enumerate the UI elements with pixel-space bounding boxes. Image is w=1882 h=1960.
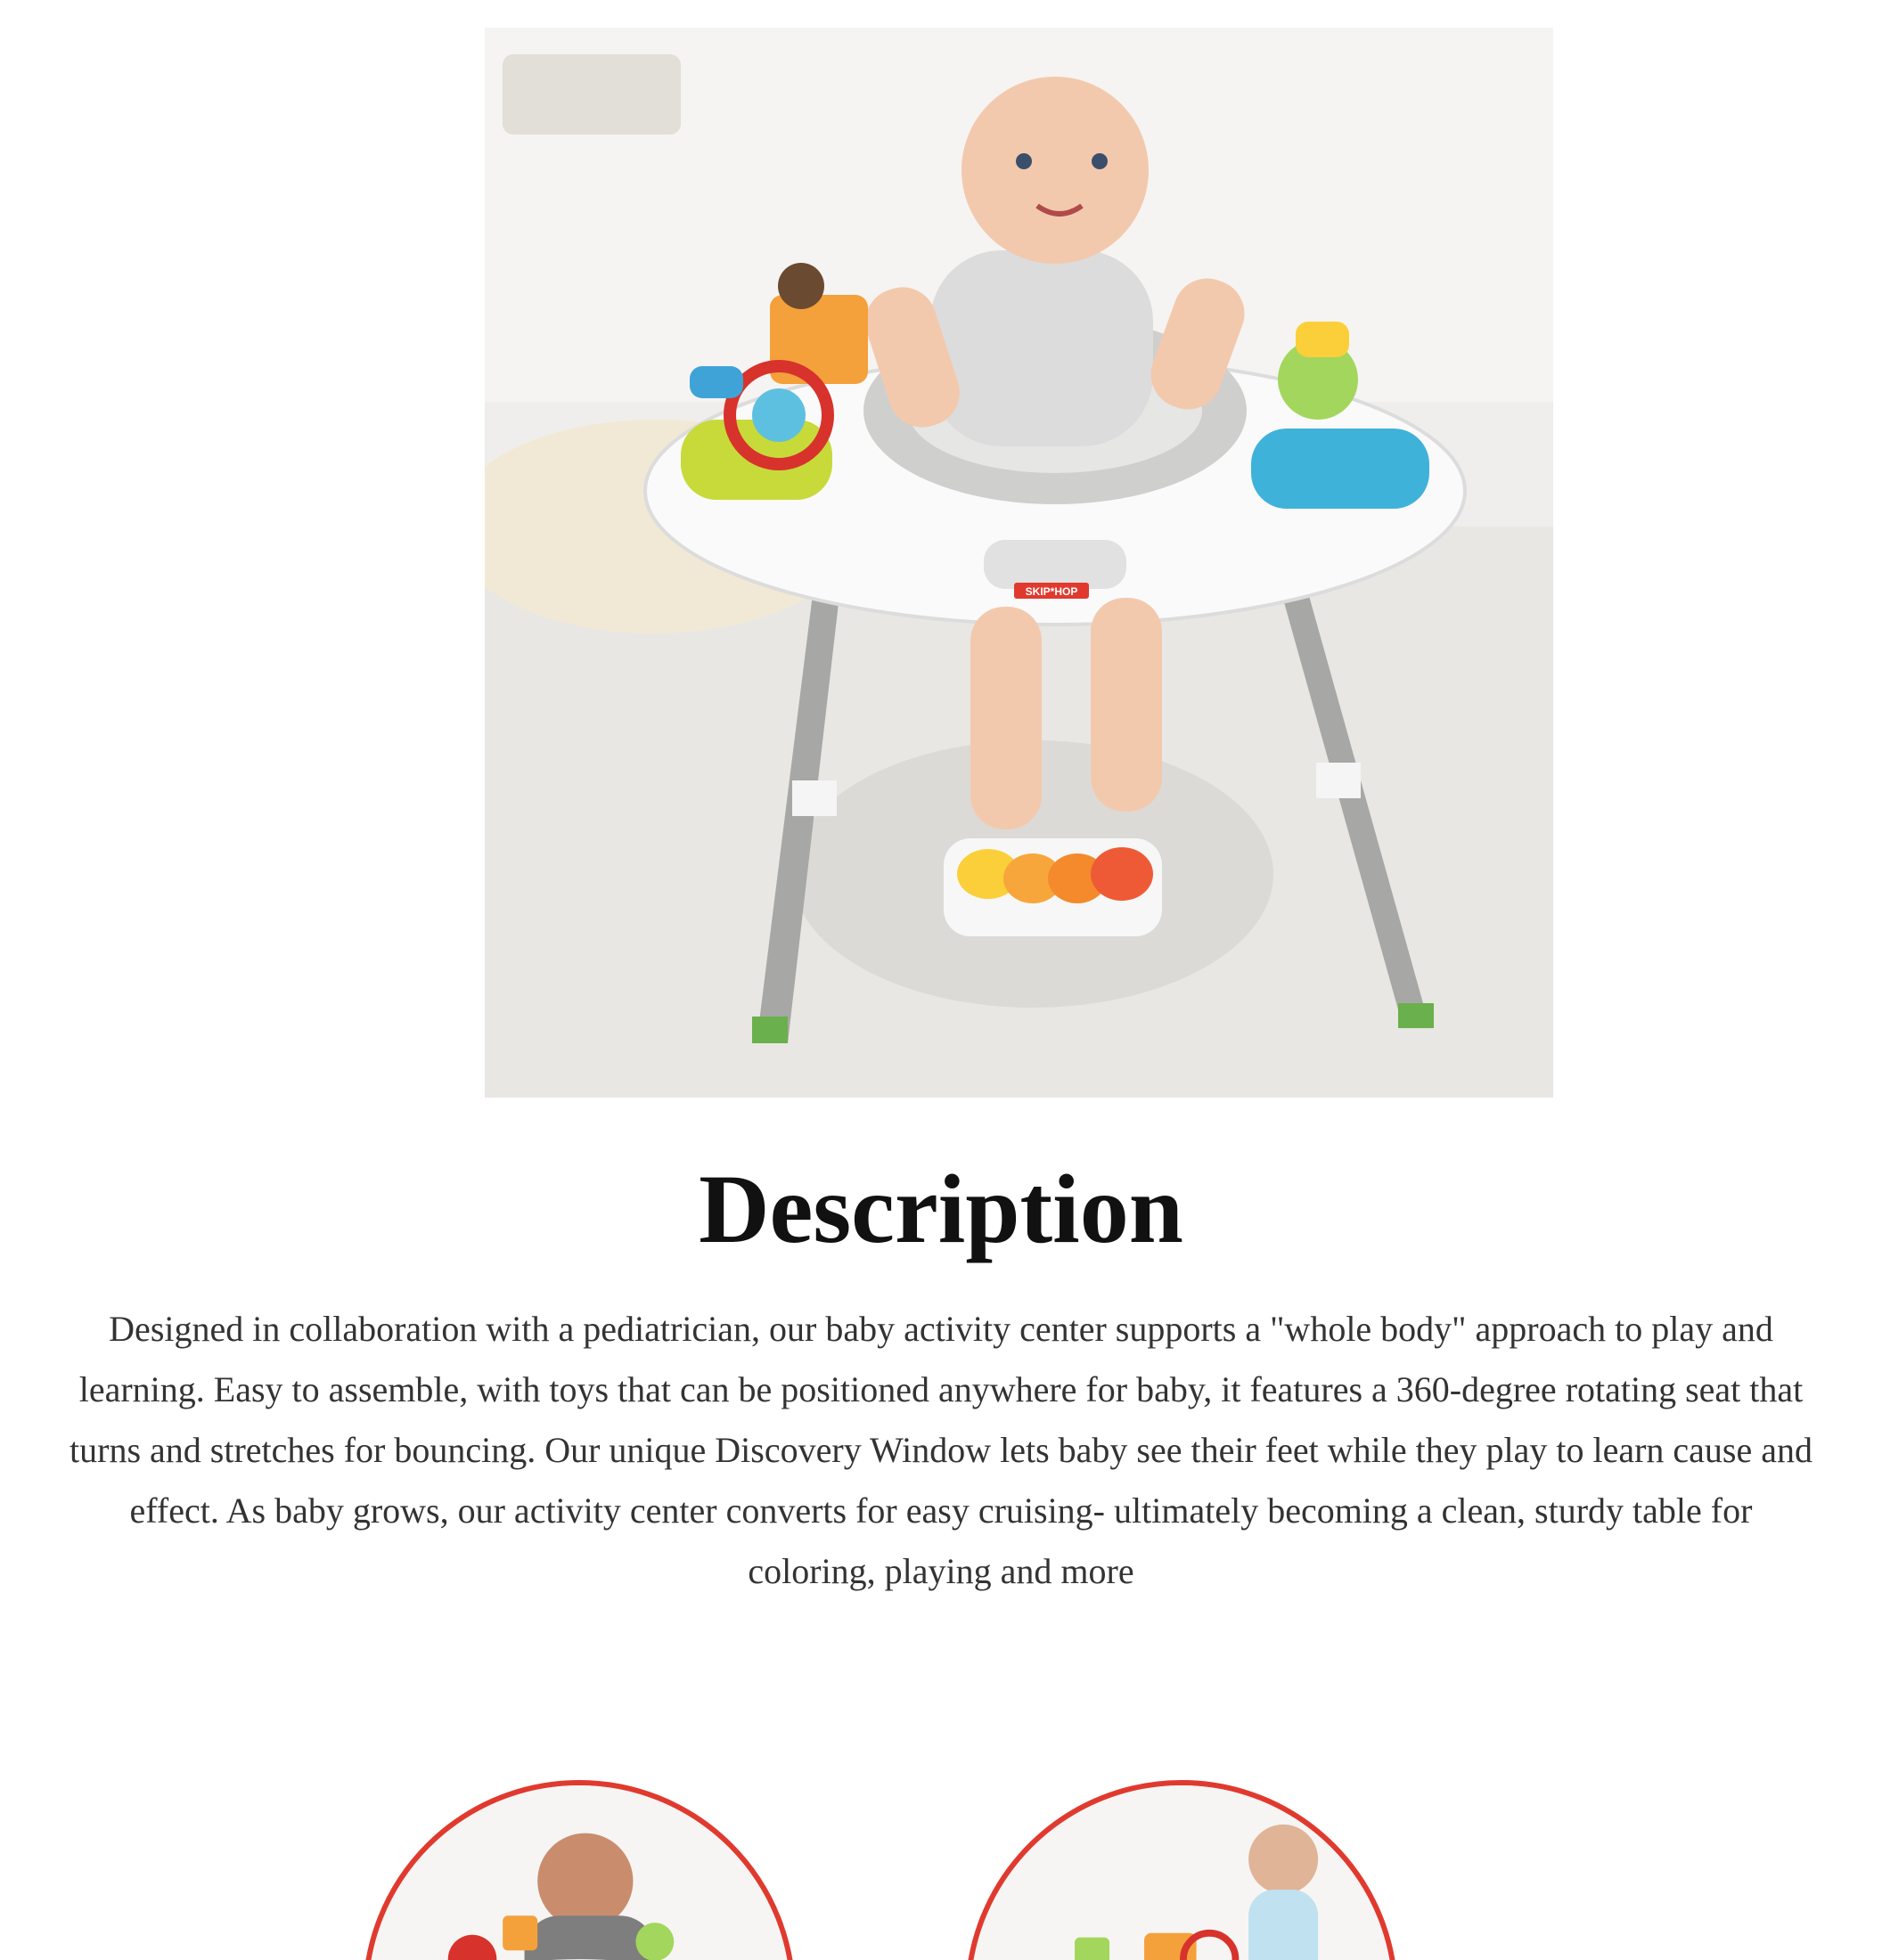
description-heading: Description bbox=[699, 1155, 1183, 1263]
description-text: Designed in collaboration with a pediatrician, our baby activity center supports a "whole body" approach to play and learning. Easy to assemble, with toys that can be positioned anywhere for baby, it features a 360-degree rotating seat that turns and stretches for bouncing. Our unique Discovery Window lets baby see their feet while they play to learn cause and effect. As baby grows, our activity center converts for easy cruising- ultimately becoming a clean, sturdy table for coloring, playing and more bbox=[70, 1309, 1812, 1591]
feature-thumbnail-1 bbox=[363, 1780, 796, 1960]
skip-hop-logo: SKIP*HOP bbox=[1025, 585, 1078, 598]
feature-thumbnail-2 bbox=[965, 1780, 1398, 1960]
product-hero-image bbox=[485, 28, 1553, 1098]
